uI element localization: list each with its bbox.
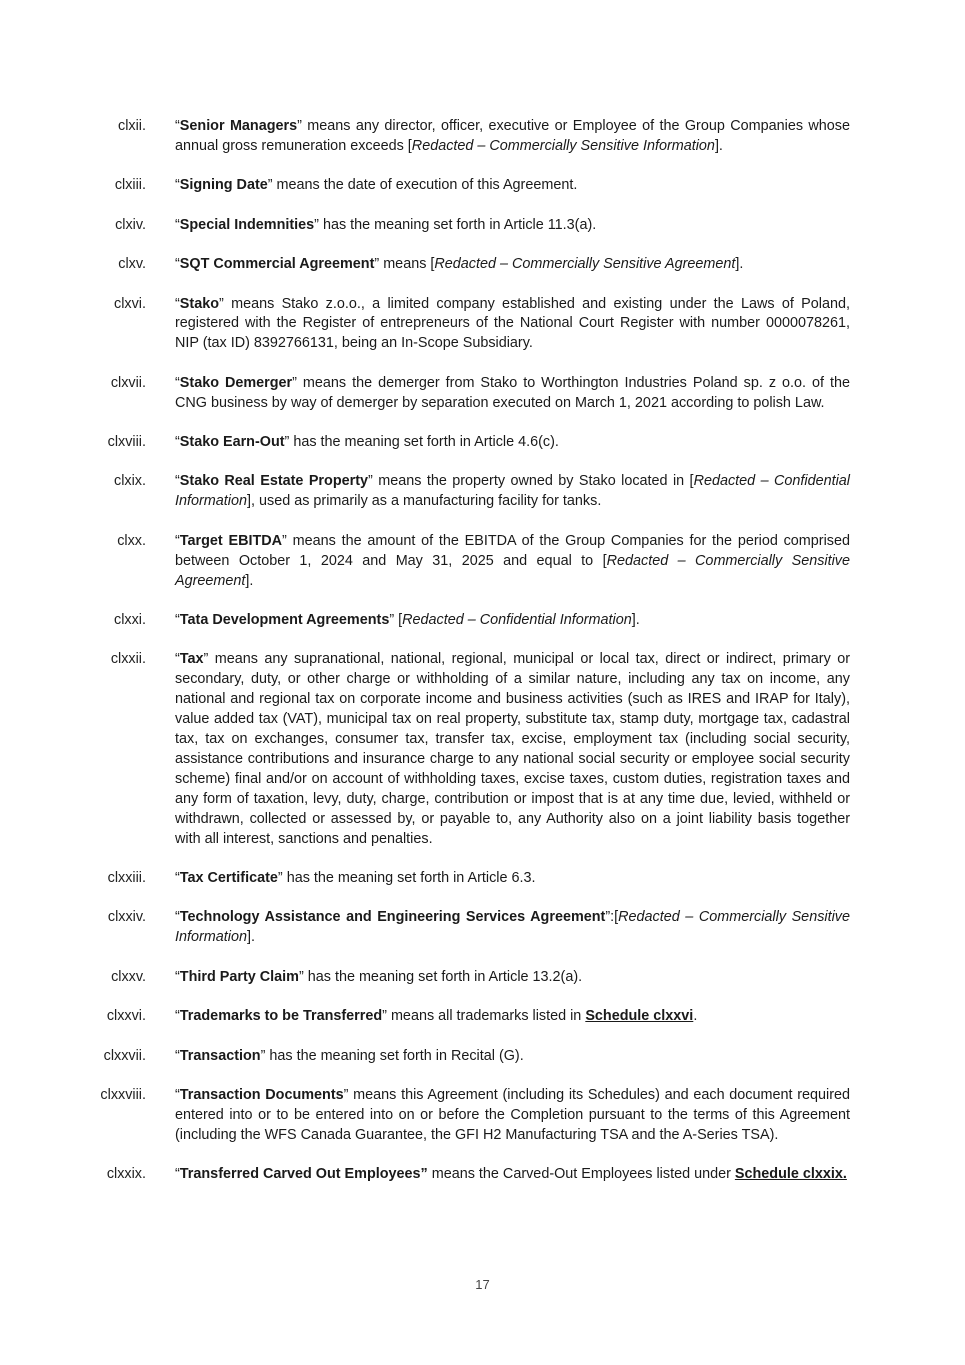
definition-number: clxx. xyxy=(117,532,146,549)
definition-text-segment: “ xyxy=(175,909,180,926)
definition-number: clxxv. xyxy=(111,968,146,985)
definition-text-segment: ” has the meaning set forth in Article 4.6(c). xyxy=(284,434,559,451)
definition-text-segment: “ xyxy=(175,177,180,194)
definition-number: clxvii. xyxy=(110,374,146,391)
definition-item xyxy=(90,908,850,948)
definition-text xyxy=(175,968,850,988)
definition-item xyxy=(90,433,850,453)
definition-text-segment: ” has the meaning set forth in Article 6.3. xyxy=(277,869,536,886)
definition-text-segment: ]. xyxy=(247,929,255,946)
redaction-note: Redacted – Confidential Information xyxy=(402,612,632,628)
definition-text xyxy=(175,374,850,414)
defined-term: Transferred Carved Out Employees” xyxy=(179,1166,428,1183)
definition-item xyxy=(90,532,850,592)
definition-item xyxy=(90,117,850,157)
definition-text-segment: “ xyxy=(175,434,180,451)
definition-text-segment: “ xyxy=(175,118,180,134)
definition-number: clxvi. xyxy=(114,295,146,312)
redaction-note: Redacted – Confidential Information xyxy=(175,473,851,510)
definition-text-segment: “ xyxy=(175,295,180,312)
defined-term: Tax Certificate xyxy=(179,869,278,886)
definition-text xyxy=(175,908,850,948)
definition-item xyxy=(90,1007,850,1027)
redaction-note: Redacted – Commercially Sensitive Agreement xyxy=(175,552,850,589)
definition-text xyxy=(175,1086,850,1146)
defined-term: Stako Real Estate Property xyxy=(179,473,369,490)
definition-text-segment: “ xyxy=(175,612,180,628)
definition-number: clxxiv. xyxy=(107,909,146,926)
definition-text xyxy=(175,117,850,157)
definition-text-segment: . xyxy=(693,1008,698,1025)
definition-text xyxy=(175,1007,850,1027)
definition-item xyxy=(90,1047,850,1067)
definition-text-segment: “ xyxy=(175,1008,180,1025)
defined-term: Transaction xyxy=(179,1047,261,1064)
definition-text xyxy=(175,433,850,453)
definition-text xyxy=(175,611,850,631)
definition-text-segment: “ xyxy=(175,473,180,490)
definition-text-segment: ” has the meaning set forth in Recital (G). xyxy=(260,1047,524,1064)
definition-text-segment: ” means any supranational, national, regional, municipal or local tax, direct or indirect, primary or secondary, duty, or other charge or withholding of a similar nature, including any tax on income, any national and regional tax on corporate income and business activities (such as IRES and IRAP for Italy), value added tax (VAT), municipal tax on real property, substitute tax, stamp duty, mortgage tax, cadastral tax, tax on exchanges, consumer tax, transfer tax, excise, employment tax (including social security, assistance contributions and insurance charge to any national social security or employee social security scheme) final and/or on account of withholding taxes, excise taxes, custom duties, registration taxes and any form of taxation, levy, duty, charge, contribution or impost that is at any time due, levied, withheld or withdrawn, collected or assessed by, or payable to, any Authority also on a joint liability basis together with all interest, sanctions and penalties. xyxy=(175,651,850,847)
defined-term: SQT Commercial Agreement xyxy=(179,256,375,273)
defined-term: Tax xyxy=(179,651,204,668)
definition-text-segment: ]. xyxy=(735,256,744,273)
definitions-list xyxy=(90,117,850,1205)
definition-text-segment: “ xyxy=(175,374,180,391)
definition-text-segment: ” means this Agreement (including its Schedules) and each document required entered into or to be entered into on or before the Completion pursuant to the terms of this Agreement (including the WFS Canada Guarantee, the GFI H2 Manufacturing TSA and the A-Series TSA). xyxy=(175,1086,850,1143)
definition-text-segment: ” means the property owned by Stako located in [ xyxy=(368,473,694,490)
definition-item xyxy=(90,374,850,414)
definition-text-segment: “ xyxy=(175,256,180,273)
definition-text xyxy=(175,650,850,849)
defined-term: Trademarks to be Transferred xyxy=(179,1008,383,1025)
redaction-note: Redacted – Commercially Sensitive Information xyxy=(175,909,850,946)
definition-item xyxy=(90,1086,850,1146)
defined-term: Special Indemnities xyxy=(179,216,315,233)
definition-number: clxiv. xyxy=(115,216,146,233)
definition-text-segment: means the Carved-Out Employees listed under xyxy=(427,1166,735,1183)
defined-term: Senior Managers xyxy=(179,118,298,134)
definition-number: clxxviii. xyxy=(100,1086,146,1103)
definition-number: clxxvii. xyxy=(103,1047,146,1064)
definition-text-segment: ”:[ xyxy=(605,909,619,926)
definition-text-segment: ” has the meaning set forth in Article 13.2(a). xyxy=(298,968,583,985)
definition-text xyxy=(175,216,850,236)
definition-item xyxy=(90,1165,850,1185)
definition-item xyxy=(90,611,850,631)
definition-item xyxy=(90,472,850,512)
definition-text-segment: ]. xyxy=(631,612,640,628)
redaction-note: Redacted – Commercially Sensitive Information xyxy=(411,137,715,154)
definition-text-segment: ” means all trademarks listed in xyxy=(382,1008,586,1025)
definition-number: clxxiii. xyxy=(107,869,146,886)
definition-text-segment: “ xyxy=(175,869,180,886)
definition-text-segment: “ xyxy=(175,651,180,668)
defined-term: Transaction Documents xyxy=(179,1086,344,1103)
definition-text xyxy=(175,472,850,512)
definition-item xyxy=(90,255,850,275)
definition-text-segment: ” means [ xyxy=(374,256,435,273)
definition-text xyxy=(175,295,850,355)
definition-number: clxviii. xyxy=(107,434,146,451)
definition-text-segment: “ xyxy=(175,968,180,985)
definition-item xyxy=(90,216,850,236)
schedule-reference: Schedule clxxix. xyxy=(734,1166,847,1183)
definition-number: clxxii. xyxy=(110,651,146,668)
definition-number: clxxix. xyxy=(106,1166,146,1183)
definition-number: clxv. xyxy=(118,256,146,273)
definition-text-segment: “ xyxy=(175,216,180,233)
redaction-note: Redacted – Commercially Sensitive Agreement xyxy=(434,256,736,273)
definition-text-segment: ]. xyxy=(714,137,723,154)
definition-text xyxy=(175,1047,850,1067)
defined-term: Stako Demerger xyxy=(179,374,293,391)
definition-text-segment: ” means the demerger from Stako to Worthington Industries Poland sp. z o.o. of the CNG business by way of demerger by separation executed on March 1, 2021 according to polish Law. xyxy=(175,374,850,411)
definition-text-segment: ” means Stako z.o.o., a limited company established and existing under the Laws of Poland, registered with the Register of entrepreneurs of the National Court Register with number 0000078261, NIP (tax ID) 8392766131, being an In-Scope Subsidiary. xyxy=(175,295,850,352)
page-number: 17 xyxy=(475,1277,490,1292)
schedule-reference: Schedule clxxvi xyxy=(585,1008,694,1025)
definition-text-segment: ” means the date of execution of this Agreement. xyxy=(267,177,578,194)
definition-number: clxix. xyxy=(114,473,146,490)
definition-text xyxy=(175,869,850,889)
defined-term: Tata Development Agreements xyxy=(179,612,390,628)
definition-number: clxxi. xyxy=(114,612,146,628)
definition-text xyxy=(175,1165,850,1185)
defined-term: Technology Assistance and Engineering Services Agreement xyxy=(179,909,606,926)
definition-text-segment: “ xyxy=(175,532,180,549)
definition-item xyxy=(90,295,850,355)
defined-term: Stako Earn-Out xyxy=(179,434,285,451)
definition-text-segment: “ xyxy=(175,1086,180,1103)
defined-term: Target EBITDA xyxy=(179,532,283,549)
defined-term: Signing Date xyxy=(179,177,268,194)
definition-number: clxii. xyxy=(118,118,146,134)
definition-text-segment: “ xyxy=(175,1166,180,1183)
definition-text-segment: ]. xyxy=(245,572,254,589)
definition-item xyxy=(90,650,850,849)
definition-text-segment: ” has the meaning set forth in Article 11.3(a). xyxy=(314,216,597,233)
definition-text xyxy=(175,532,850,592)
definition-item xyxy=(90,968,850,988)
definition-number: clxxvi. xyxy=(106,1008,146,1025)
definition-number: clxiii. xyxy=(114,177,146,194)
definition-text-segment: ” means any director, officer, executive or Employee of the Group Companies whose annual gross remuneration exceeds [ xyxy=(175,118,850,154)
definition-item xyxy=(90,869,850,889)
definition-text-segment: ” means the amount of the EBITDA of the Group Companies for the period comprised between October 1, 2024 and May 31, 2025 and equal to [ xyxy=(175,532,850,569)
definition-text-segment: “ xyxy=(175,1047,180,1064)
defined-term: Stako xyxy=(179,295,219,312)
definition-text-segment: ” [ xyxy=(389,612,403,628)
definition-item xyxy=(90,176,850,196)
definition-text xyxy=(175,255,850,275)
definition-text-segment: ], used as primarily as a manufacturing facility for tanks. xyxy=(247,493,602,510)
definition-text xyxy=(175,176,850,196)
defined-term: Third Party Claim xyxy=(179,968,299,985)
